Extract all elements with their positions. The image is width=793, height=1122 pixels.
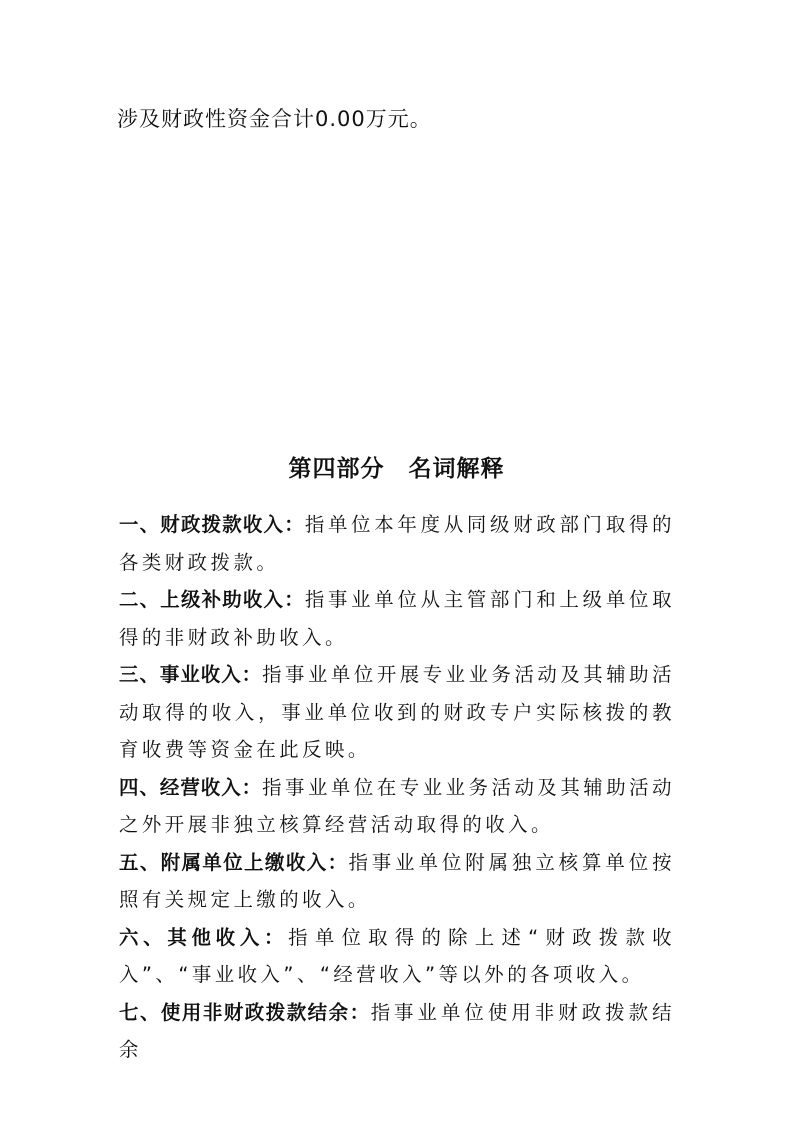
definition-text: 指单位本年度从同级财政部门取得的各类财政拨款。 xyxy=(119,513,676,574)
definition-text: 指事业单位从主管部门和上级单位取得的非财政补助收入。 xyxy=(119,588,676,649)
definition-text: 指单位取得的除上述“财政拨款收入”、“事业收入”、“经营收入”等以外的各项收入。 xyxy=(119,925,676,986)
definition-other-income xyxy=(119,919,675,994)
definition-superior-subsidy-income xyxy=(119,581,675,656)
definition-operating-income xyxy=(119,769,675,844)
definition-text: 指事业单位使用非财政拨款结余 xyxy=(119,1000,676,1061)
definition-text: 指事业单位开展专业业务活动及其辅助活动取得的收入，事业单位收到的财政专户实际核拨的教育收费等资金在此反映。 xyxy=(119,663,676,761)
definition-affiliated-unit-income xyxy=(119,844,675,919)
definition-term: 四、经营收入： xyxy=(119,775,263,799)
definition-fiscal-appropriation-income xyxy=(119,506,675,581)
definition-non-fiscal-balance-use xyxy=(119,994,675,1069)
funding-total-line: 涉及财政性资金合计0.00万元。 xyxy=(117,107,432,131)
definition-term: 二、上级补助收入： xyxy=(119,588,305,611)
definitions-list xyxy=(119,506,675,1069)
definition-term: 五、附属单位上缴收入： xyxy=(119,850,349,874)
section-title: 第四部分 名词解释 xyxy=(288,455,505,482)
definition-term: 一、财政拨款收入： xyxy=(119,513,305,536)
definition-term: 七、使用非财政拨款结余： xyxy=(119,1000,371,1024)
definition-term: 三、事业收入： xyxy=(119,663,263,686)
definition-text: 指事业单位在专业业务活动及其辅助活动之外开展非独立核算经营活动取得的收入。 xyxy=(119,775,676,836)
definition-term: 六、其他收入： xyxy=(119,925,289,949)
definition-text: 指事业单位附属独立核算单位按照有关规定上缴的收入。 xyxy=(119,850,676,911)
definition-business-income xyxy=(119,656,675,769)
